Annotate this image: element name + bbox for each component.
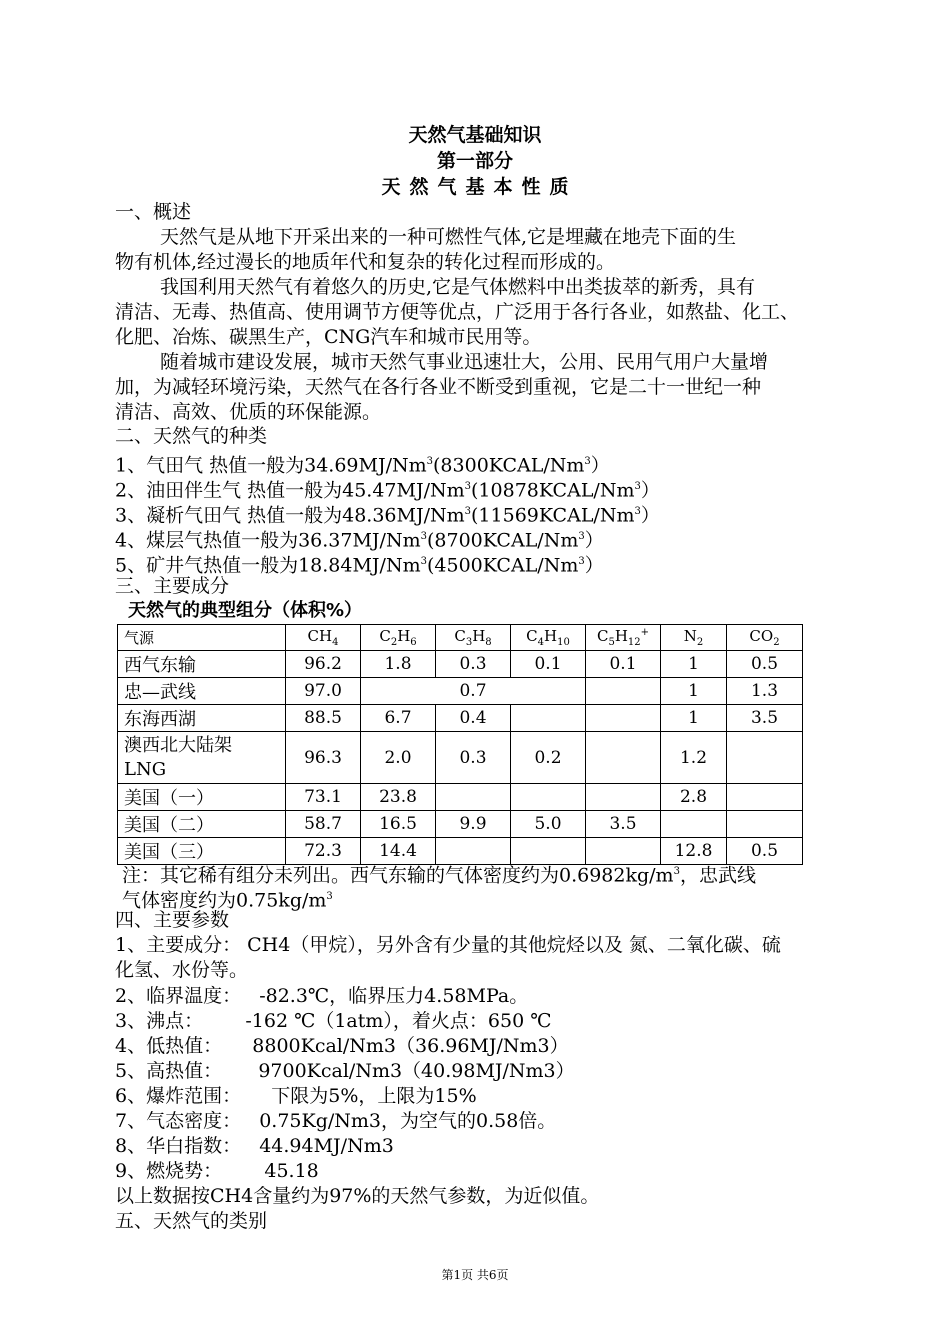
table-row: 澳西北大陆架 LNG 96.3 2.0 0.3 0.2 1.2 <box>118 732 803 784</box>
table-row: 东海西湖 88.5 6.7 0.4 1 3.5 <box>118 705 803 732</box>
table-note: 注：其它稀有组分未列出。西气东输的气体密度约为$0.6982kg/m^3$，忠武线 <box>122 864 756 887</box>
col-co2: $CO_2$ <box>727 625 803 651</box>
gas-type-item: 1、气田气 热值一般为34.69MJ/Nm$^3$(8300KCAL/Nm$^3$） <box>115 454 610 477</box>
title-block <box>0 122 950 200</box>
gas-type-item: 3、凝析气田气 热值一般为48.36MJ/Nm$^3$(11569KCAL/Nm$^3$） <box>115 504 660 527</box>
col-c3h8: $C_3H_8$ <box>436 625 511 651</box>
col-c2h6: $C_2H_6$ <box>361 625 436 651</box>
section-heading: 天然气基本性质 <box>381 176 578 198</box>
table-row: 忠—武线 97.0 0.7 1 1.3 <box>118 678 803 705</box>
table-row: 美国（二） 58.7 16.5 9.9 5.0 3.5 <box>118 811 803 838</box>
param-line: 化氢、水份等。 <box>115 959 249 981</box>
table-note: 气体密度约为$0.75kg/m^3$ <box>122 889 333 912</box>
col-c5h12: $C_5H_{12}^+$ <box>586 625 661 651</box>
param-line: 3、沸点： -162 ℃（1atm），着火点：650 ℃ <box>115 1010 552 1032</box>
s1-line: 化肥、冶炼、碳黑生产，CNG汽车和城市民用等。 <box>115 326 542 348</box>
col-n2: $N_2$ <box>661 625 727 651</box>
param-line: 8、华白指数： 44.94MJ/Nm3 <box>115 1135 394 1157</box>
table-row: 美国（三） 72.3 14.4 12.8 0.5 <box>118 838 803 865</box>
table-title: 天然气的典型组分（体积%） <box>128 600 363 621</box>
gas-type-item: 2、油田伴生气 热值一般为45.47MJ/Nm$^3$(10878KCAL/Nm$^3$） <box>115 479 660 502</box>
s1-line: 我国利用天然气有着悠久的历史,它是气体燃料中出类拔萃的新秀，具有 <box>160 276 756 298</box>
table-header-row <box>118 625 803 651</box>
s1-line: 随着城市建设发展，城市天然气事业迅速壮大，公用、民用气用户大量增 <box>160 351 769 373</box>
param-line: 2、临界温度： -82.3℃，临界压力4.58MPa。 <box>115 985 529 1007</box>
gas-type-item: 5、矿井气热值一般为18.84MJ/Nm$^3$(4500KCAL/Nm$^3$） <box>115 554 604 577</box>
param-line: 1、主要成分： CH4（甲烷），另外含有少量的其他烷烃以及 氮、二氧化碳、硫 <box>115 934 781 956</box>
s5-heading: 五、天然气的类别 <box>115 1210 268 1232</box>
composition-table <box>117 624 803 865</box>
col-c4h10: $C_4H_{10}$ <box>511 625 586 651</box>
col-ch4: $CH_4$ <box>286 625 361 651</box>
param-line: 5、高热值： 9700Kcal/Nm3（40.98MJ/Nm3） <box>115 1060 575 1082</box>
doc-title: 天然气基础知识 <box>408 124 542 146</box>
param-line: 7、气态密度： 0.75Kg/Nm3，为空气的0.58倍。 <box>115 1110 557 1132</box>
s1-line: 物有机体,经过漫长的地质年代和复杂的转化过程而形成的。 <box>115 251 616 273</box>
s2-heading: 二、天然气的种类 <box>115 425 268 447</box>
s1-line: 清洁、无毒、热值高、使用调节方便等优点，广泛用于各行各业，如熬盐、化工、 <box>115 301 800 323</box>
param-line: 9、燃烧势： 45.18 <box>115 1160 319 1182</box>
table-row: 西气东输 96.2 1.8 0.3 0.1 0.1 1 0.5 <box>118 651 803 678</box>
s1-line: 清洁、高效、优质的环保能源。 <box>115 401 382 423</box>
page-footer: 第1页 共6页 <box>441 1268 509 1282</box>
table-row: 美国（一） 73.1 23.8 2.8 <box>118 784 803 811</box>
gas-type-item: 4、煤层气热值一般为36.37MJ/Nm$^3$(8700KCAL/Nm$^3$） <box>115 529 604 552</box>
s1-heading: 一、概述 <box>115 201 192 223</box>
param-line: 4、低热值： 8800Kcal/Nm3（36.96MJ/Nm3） <box>115 1035 569 1057</box>
part-title: 第一部分 <box>436 150 513 172</box>
param-line: 6、爆炸范围： 下限为5%，上限为15% <box>115 1085 477 1107</box>
s1-line: 天然气是从地下开采出来的一种可燃性气体,它是埋藏在地壳下面的生 <box>160 226 737 248</box>
s3-heading: 三、主要成分 <box>115 575 230 597</box>
s1-line: 加，为减轻环境污染，天然气在各行各业不断受到重视，它是二十一世纪一种 <box>115 376 762 398</box>
param-line: 以上数据按CH4含量约为97%的天然气参数，为近似值。 <box>115 1185 600 1207</box>
s4-heading: 四、主要参数 <box>115 909 230 931</box>
col-source: 气源 <box>118 625 286 651</box>
